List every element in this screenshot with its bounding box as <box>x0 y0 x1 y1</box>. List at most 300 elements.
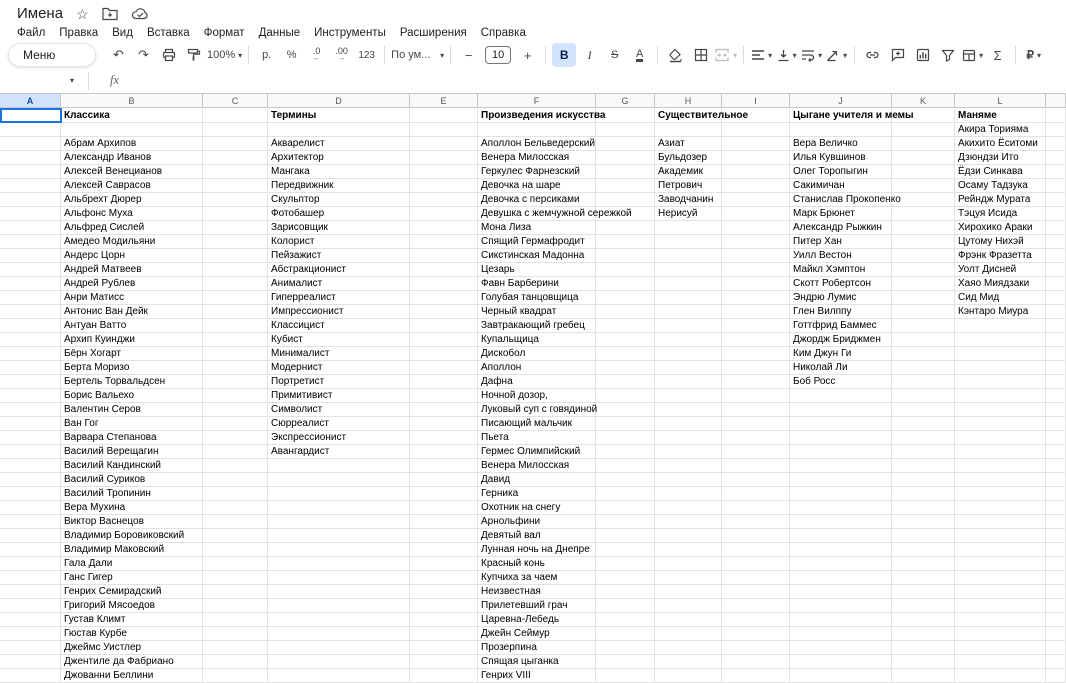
cell-M40[interactable] <box>1046 655 1066 669</box>
menu-format[interactable]: Формат <box>203 27 245 39</box>
cell-M6[interactable] <box>1046 179 1066 193</box>
cell-B2[interactable] <box>61 123 203 137</box>
cell-B11[interactable] <box>61 249 203 263</box>
cell-A3[interactable] <box>0 137 61 151</box>
cell-I41[interactable] <box>722 669 790 683</box>
cell-C16[interactable] <box>203 319 268 333</box>
cell-E16[interactable] <box>410 319 478 333</box>
cell-A18[interactable] <box>0 347 61 361</box>
cell-J27[interactable] <box>790 473 892 487</box>
cell-J15[interactable] <box>790 305 892 319</box>
cell-F21[interactable] <box>478 389 596 403</box>
cell-H1[interactable] <box>655 109 749 123</box>
cell-B28[interactable] <box>61 487 203 501</box>
cell-B3[interactable] <box>61 137 203 151</box>
cell-M7[interactable] <box>1046 193 1066 207</box>
cell-M1[interactable] <box>1046 109 1066 123</box>
cell-F16[interactable] <box>478 319 596 333</box>
cell-H23[interactable] <box>655 417 722 431</box>
cell-K24[interactable] <box>892 431 955 445</box>
cell-C22[interactable] <box>203 403 268 417</box>
cell-I17[interactable] <box>722 333 790 347</box>
cell-J29[interactable] <box>790 501 892 515</box>
cell-G18[interactable] <box>596 347 655 361</box>
cell-F40[interactable] <box>478 655 596 669</box>
cell-L1[interactable] <box>955 109 1046 123</box>
increase-font-size-button[interactable]: + <box>523 47 532 63</box>
cell-A35[interactable] <box>0 585 61 599</box>
cell-A31[interactable] <box>0 529 61 543</box>
cell-B38[interactable] <box>61 627 203 641</box>
cell-I39[interactable] <box>722 641 790 655</box>
cell-A26[interactable] <box>0 459 61 473</box>
cell-L41[interactable] <box>955 669 1046 683</box>
cell-E6[interactable] <box>410 179 478 193</box>
cell-F13[interactable] <box>478 277 596 291</box>
cell-L21[interactable] <box>955 389 1046 403</box>
cell-I32[interactable] <box>722 543 790 557</box>
cell-J22[interactable] <box>790 403 892 417</box>
cell-K16[interactable] <box>892 319 955 333</box>
text-rotation-button[interactable] <box>825 43 848 67</box>
cell-F26[interactable] <box>478 459 596 473</box>
column-header-A[interactable]: A <box>0 94 61 107</box>
cell-C41[interactable] <box>203 669 268 683</box>
cell-G32[interactable] <box>596 543 655 557</box>
cell-M38[interactable] <box>1046 627 1066 641</box>
cell-J37[interactable] <box>790 613 892 627</box>
cell-H22[interactable] <box>655 403 722 417</box>
cell-G23[interactable] <box>596 417 655 431</box>
column-header-partial[interactable] <box>1046 94 1066 107</box>
cell-H17[interactable] <box>655 333 722 347</box>
functions-button[interactable]: Σ <box>993 47 1002 63</box>
cell-M34[interactable] <box>1046 571 1066 585</box>
cell-F7[interactable] <box>478 193 596 207</box>
cell-D32[interactable] <box>268 543 410 557</box>
cell-H30[interactable] <box>655 515 722 529</box>
cell-I29[interactable] <box>722 501 790 515</box>
cell-K31[interactable] <box>892 529 955 543</box>
cell-C28[interactable] <box>203 487 268 501</box>
cell-M23[interactable] <box>1046 417 1066 431</box>
cell-J36[interactable] <box>790 599 892 613</box>
cell-D35[interactable] <box>268 585 410 599</box>
cell-A15[interactable] <box>0 305 61 319</box>
cell-K2[interactable] <box>892 123 955 137</box>
cell-D27[interactable] <box>268 473 410 487</box>
cell-G16[interactable] <box>596 319 655 333</box>
cell-G21[interactable] <box>596 389 655 403</box>
cell-M32[interactable] <box>1046 543 1066 557</box>
cell-L7[interactable] <box>955 193 1046 207</box>
cell-A29[interactable] <box>0 501 61 515</box>
cell-D12[interactable] <box>268 263 410 277</box>
star-icon[interactable]: ☆ <box>76 5 89 22</box>
cell-A4[interactable] <box>0 151 61 165</box>
cell-M30[interactable] <box>1046 515 1066 529</box>
cell-F3[interactable] <box>478 137 596 151</box>
cell-J25[interactable] <box>790 445 892 459</box>
cell-D39[interactable] <box>268 641 410 655</box>
cell-F27[interactable] <box>478 473 596 487</box>
cell-A8[interactable] <box>0 207 61 221</box>
cell-H20[interactable] <box>655 375 722 389</box>
cell-B33[interactable] <box>61 557 203 571</box>
cell-D37[interactable] <box>268 613 410 627</box>
cell-I27[interactable] <box>722 473 790 487</box>
cell-G7[interactable] <box>596 193 655 207</box>
cell-M39[interactable] <box>1046 641 1066 655</box>
cell-K33[interactable] <box>892 557 955 571</box>
text-wrap-button[interactable] <box>800 43 823 67</box>
cell-J31[interactable] <box>790 529 892 543</box>
cell-K30[interactable] <box>892 515 955 529</box>
cell-J11[interactable] <box>790 249 892 263</box>
cell-C29[interactable] <box>203 501 268 515</box>
cell-E36[interactable] <box>410 599 478 613</box>
cell-J6[interactable] <box>790 179 892 193</box>
cell-B36[interactable] <box>61 599 203 613</box>
cell-J35[interactable] <box>790 585 892 599</box>
cell-B19[interactable] <box>61 361 203 375</box>
cell-D15[interactable] <box>268 305 410 319</box>
cell-A32[interactable] <box>0 543 61 557</box>
cell-I35[interactable] <box>722 585 790 599</box>
cell-D29[interactable] <box>268 501 410 515</box>
cell-L5[interactable] <box>955 165 1046 179</box>
menu-tools[interactable]: Инструменты <box>314 27 386 39</box>
cell-H38[interactable] <box>655 627 722 641</box>
cell-D34[interactable] <box>268 571 410 585</box>
cell-G4[interactable] <box>596 151 655 165</box>
column-header-J[interactable]: J <box>790 94 892 107</box>
font-select[interactable] <box>391 43 444 67</box>
cell-I3[interactable] <box>722 137 790 151</box>
cell-H28[interactable] <box>655 487 722 501</box>
cell-B16[interactable] <box>61 319 203 333</box>
cell-I31[interactable] <box>722 529 790 543</box>
cell-G25[interactable] <box>596 445 655 459</box>
cell-D38[interactable] <box>268 627 410 641</box>
cell-I37[interactable] <box>722 613 790 627</box>
cell-E26[interactable] <box>410 459 478 473</box>
cell-H32[interactable] <box>655 543 722 557</box>
cell-A38[interactable] <box>0 627 61 641</box>
cell-I2[interactable] <box>722 123 790 137</box>
cell-F30[interactable] <box>478 515 596 529</box>
cell-C24[interactable] <box>203 431 268 445</box>
print-button[interactable] <box>157 43 180 67</box>
cell-A39[interactable] <box>0 641 61 655</box>
cell-I16[interactable] <box>722 319 790 333</box>
cell-L20[interactable] <box>955 375 1046 389</box>
document-title[interactable]: Имена <box>17 5 64 22</box>
cell-B17[interactable] <box>61 333 203 347</box>
cell-D4[interactable] <box>268 151 410 165</box>
cell-H36[interactable] <box>655 599 722 613</box>
move-to-folder-icon[interactable] <box>102 7 118 20</box>
cell-I24[interactable] <box>722 431 790 445</box>
cell-D3[interactable] <box>268 137 410 151</box>
cell-M28[interactable] <box>1046 487 1066 501</box>
cell-I20[interactable] <box>722 375 790 389</box>
cell-E39[interactable] <box>410 641 478 655</box>
cell-L10[interactable] <box>955 235 1046 249</box>
paint-format-button[interactable] <box>182 43 205 67</box>
cell-M37[interactable] <box>1046 613 1066 627</box>
cell-H19[interactable] <box>655 361 722 375</box>
cell-M36[interactable] <box>1046 599 1066 613</box>
cell-B31[interactable] <box>61 529 203 543</box>
cell-L27[interactable] <box>955 473 1046 487</box>
cell-K21[interactable] <box>892 389 955 403</box>
cell-D23[interactable] <box>268 417 410 431</box>
cell-M14[interactable] <box>1046 291 1066 305</box>
cell-C32[interactable] <box>203 543 268 557</box>
cell-C13[interactable] <box>203 277 268 291</box>
cell-B22[interactable] <box>61 403 203 417</box>
cell-C33[interactable] <box>203 557 268 571</box>
cell-F36[interactable] <box>478 599 596 613</box>
cell-M20[interactable] <box>1046 375 1066 389</box>
cell-J23[interactable] <box>790 417 892 431</box>
cell-I6[interactable] <box>722 179 790 193</box>
cell-D1[interactable] <box>268 109 410 123</box>
cell-I8[interactable] <box>722 207 790 221</box>
cell-E17[interactable] <box>410 333 478 347</box>
cell-J26[interactable] <box>790 459 892 473</box>
cell-I14[interactable] <box>722 291 790 305</box>
menu-edit[interactable]: Правка <box>59 27 99 39</box>
cell-L8[interactable] <box>955 207 1046 221</box>
cell-A33[interactable] <box>0 557 61 571</box>
cell-B18[interactable] <box>61 347 203 361</box>
cell-C12[interactable] <box>203 263 268 277</box>
cell-A25[interactable] <box>0 445 61 459</box>
cell-H24[interactable] <box>655 431 722 445</box>
cell-F10[interactable] <box>478 235 596 249</box>
cell-E29[interactable] <box>410 501 478 515</box>
cell-K39[interactable] <box>892 641 955 655</box>
cell-B29[interactable] <box>61 501 203 515</box>
cell-I9[interactable] <box>722 221 790 235</box>
cell-F9[interactable] <box>478 221 596 235</box>
cell-K13[interactable] <box>892 277 955 291</box>
cell-D19[interactable] <box>268 361 410 375</box>
cell-B35[interactable] <box>61 585 203 599</box>
cell-J20[interactable] <box>790 375 892 389</box>
cell-C21[interactable] <box>203 389 268 403</box>
cell-D13[interactable] <box>268 277 410 291</box>
cell-L9[interactable] <box>955 221 1046 235</box>
cell-E41[interactable] <box>410 669 478 683</box>
cell-I38[interactable] <box>722 627 790 641</box>
cell-H6[interactable] <box>655 179 722 193</box>
cell-K26[interactable] <box>892 459 955 473</box>
cell-L34[interactable] <box>955 571 1046 585</box>
cell-G27[interactable] <box>596 473 655 487</box>
cell-C36[interactable] <box>203 599 268 613</box>
cell-H16[interactable] <box>655 319 722 333</box>
cell-I13[interactable] <box>722 277 790 291</box>
cell-D14[interactable] <box>268 291 410 305</box>
cell-M21[interactable] <box>1046 389 1066 403</box>
cell-F15[interactable] <box>478 305 596 319</box>
cell-J41[interactable] <box>790 669 892 683</box>
cell-I40[interactable] <box>722 655 790 669</box>
cell-E33[interactable] <box>410 557 478 571</box>
cell-G26[interactable] <box>596 459 655 473</box>
cell-G13[interactable] <box>596 277 655 291</box>
cell-L39[interactable] <box>955 641 1046 655</box>
cell-G17[interactable] <box>596 333 655 347</box>
cell-F11[interactable] <box>478 249 596 263</box>
cell-J17[interactable] <box>790 333 892 347</box>
cell-F28[interactable] <box>478 487 596 501</box>
cell-F14[interactable] <box>478 291 596 305</box>
cell-K10[interactable] <box>892 235 955 249</box>
cell-K14[interactable] <box>892 291 955 305</box>
cell-C9[interactable] <box>203 221 268 235</box>
cell-L38[interactable] <box>955 627 1046 641</box>
menu-help[interactable]: Справка <box>480 27 526 39</box>
column-header-F[interactable]: F <box>478 94 596 107</box>
cell-J19[interactable] <box>790 361 892 375</box>
column-header-C[interactable]: C <box>203 94 268 107</box>
cell-F20[interactable] <box>478 375 596 389</box>
menu-file[interactable]: Файл <box>17 27 46 39</box>
cell-E15[interactable] <box>410 305 478 319</box>
cell-C31[interactable] <box>203 529 268 543</box>
cell-A30[interactable] <box>0 515 61 529</box>
cell-A11[interactable] <box>0 249 61 263</box>
cell-M35[interactable] <box>1046 585 1066 599</box>
cell-L30[interactable] <box>955 515 1046 529</box>
cell-H33[interactable] <box>655 557 722 571</box>
cell-L13[interactable] <box>955 277 1046 291</box>
cell-E40[interactable] <box>410 655 478 669</box>
cell-L6[interactable] <box>955 179 1046 193</box>
cell-H25[interactable] <box>655 445 722 459</box>
cell-D33[interactable] <box>268 557 410 571</box>
font-size-input[interactable]: 10 <box>485 46 511 64</box>
cell-B7[interactable] <box>61 193 203 207</box>
cell-F19[interactable] <box>478 361 596 375</box>
cell-F12[interactable] <box>478 263 596 277</box>
cell-F34[interactable] <box>478 571 596 585</box>
cell-G12[interactable] <box>596 263 655 277</box>
cell-D17[interactable] <box>268 333 410 347</box>
cell-L12[interactable] <box>955 263 1046 277</box>
cell-L16[interactable] <box>955 319 1046 333</box>
cell-B41[interactable] <box>61 669 203 683</box>
cell-J13[interactable] <box>790 277 892 291</box>
cell-K12[interactable] <box>892 263 955 277</box>
cell-F33[interactable] <box>478 557 596 571</box>
cell-J10[interactable] <box>790 235 892 249</box>
cell-C7[interactable] <box>203 193 268 207</box>
cell-K8[interactable] <box>892 207 955 221</box>
cell-E18[interactable] <box>410 347 478 361</box>
cell-B32[interactable] <box>61 543 203 557</box>
cell-C30[interactable] <box>203 515 268 529</box>
cell-I12[interactable] <box>722 263 790 277</box>
horizontal-align-button[interactable] <box>750 43 773 67</box>
cell-C14[interactable] <box>203 291 268 305</box>
cell-J16[interactable] <box>790 319 892 333</box>
cell-E8[interactable] <box>410 207 478 221</box>
menu-extensions[interactable]: Расширения <box>399 27 467 39</box>
cell-G28[interactable] <box>596 487 655 501</box>
cell-E25[interactable] <box>410 445 478 459</box>
cell-I15[interactable] <box>722 305 790 319</box>
decrease-font-size-button[interactable]: − <box>464 47 473 63</box>
cell-J24[interactable] <box>790 431 892 445</box>
cell-A22[interactable] <box>0 403 61 417</box>
cell-H40[interactable] <box>655 655 722 669</box>
cell-L3[interactable] <box>955 137 1046 151</box>
cell-H13[interactable] <box>655 277 722 291</box>
cell-K15[interactable] <box>892 305 955 319</box>
cell-I10[interactable] <box>722 235 790 249</box>
cell-F35[interactable] <box>478 585 596 599</box>
cell-C38[interactable] <box>203 627 268 641</box>
cell-C11[interactable] <box>203 249 268 263</box>
cell-D10[interactable] <box>268 235 410 249</box>
cell-K32[interactable] <box>892 543 955 557</box>
cell-L33[interactable] <box>955 557 1046 571</box>
cell-M13[interactable] <box>1046 277 1066 291</box>
cell-G10[interactable] <box>596 235 655 249</box>
cell-H3[interactable] <box>655 137 722 151</box>
cell-F24[interactable] <box>478 431 596 445</box>
cell-I4[interactable] <box>722 151 790 165</box>
cell-K3[interactable] <box>892 137 955 151</box>
cell-M18[interactable] <box>1046 347 1066 361</box>
cell-E11[interactable] <box>410 249 478 263</box>
table-views-button[interactable] <box>961 43 984 67</box>
cell-M15[interactable] <box>1046 305 1066 319</box>
cell-D11[interactable] <box>268 249 410 263</box>
cell-E35[interactable] <box>410 585 478 599</box>
column-header-L[interactable]: L <box>955 94 1046 107</box>
column-header-H[interactable]: H <box>655 94 722 107</box>
cell-C17[interactable] <box>203 333 268 347</box>
cell-L40[interactable] <box>955 655 1046 669</box>
cell-H26[interactable] <box>655 459 722 473</box>
cell-B25[interactable] <box>61 445 203 459</box>
cell-G31[interactable] <box>596 529 655 543</box>
cell-G9[interactable] <box>596 221 655 235</box>
column-header-G[interactable]: G <box>596 94 655 107</box>
cell-K22[interactable] <box>892 403 955 417</box>
cell-J18[interactable] <box>790 347 892 361</box>
cell-A36[interactable] <box>0 599 61 613</box>
insert-chart-button[interactable] <box>911 43 934 67</box>
cell-C23[interactable] <box>203 417 268 431</box>
cell-A20[interactable] <box>0 375 61 389</box>
text-color-button[interactable] <box>628 43 651 67</box>
cell-A17[interactable] <box>0 333 61 347</box>
cell-L23[interactable] <box>955 417 1046 431</box>
cell-A7[interactable] <box>0 193 61 207</box>
cell-I36[interactable] <box>722 599 790 613</box>
cell-L24[interactable] <box>955 431 1046 445</box>
cell-L28[interactable] <box>955 487 1046 501</box>
cell-B5[interactable] <box>61 165 203 179</box>
cell-H41[interactable] <box>655 669 722 683</box>
